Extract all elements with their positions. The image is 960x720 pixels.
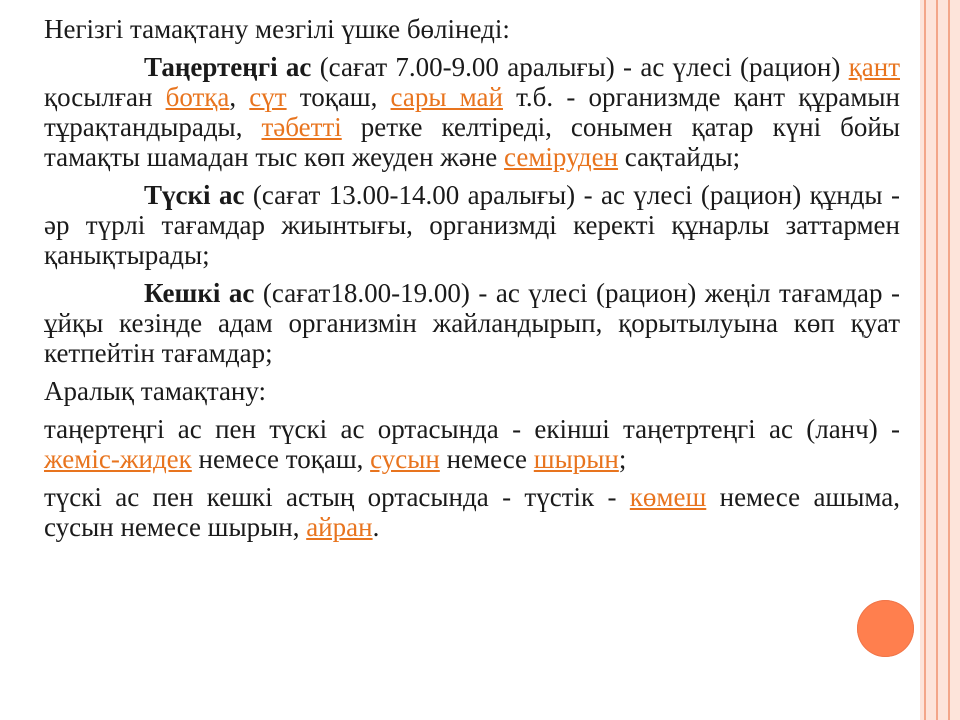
text: қосылған bbox=[44, 82, 166, 112]
link-juice[interactable]: шырын bbox=[533, 444, 619, 474]
link-porridge[interactable]: ботқа bbox=[165, 82, 230, 112]
text: , bbox=[229, 82, 250, 112]
lunch-title: Түскі ас bbox=[144, 180, 245, 210]
link-ayran[interactable]: айран bbox=[306, 512, 373, 542]
text: түскі ас пен кешкі астың ортасында - түстік - bbox=[44, 482, 630, 512]
text: . bbox=[372, 512, 380, 542]
slide-body bbox=[44, 14, 900, 550]
text: (сағат 7.00-9.00 аралығы) - ас үлесі (рацион) bbox=[311, 52, 849, 82]
breakfast-title: Таңертеңгі ас bbox=[144, 52, 312, 82]
dinner-title: Кешкі ас bbox=[144, 278, 255, 308]
decorative-circle-icon bbox=[857, 600, 914, 657]
text: (сағат18.00-19.00) - ас үлесі (рацион) жеңіл тағамдар - ұйқы кезінде адам организмін жайландырып, қорытылуына көп қуат кетпейтін тағамдар; bbox=[44, 278, 900, 368]
text: ретке келтіреді, сонымен қатар күні бойы тамақты шамадан тыс көп жеуден және bbox=[44, 112, 901, 172]
breakfast-paragraph bbox=[44, 52, 900, 172]
decorative-stripes bbox=[920, 0, 960, 720]
snack1-paragraph bbox=[44, 414, 900, 474]
link-sugar[interactable]: қант bbox=[848, 52, 900, 82]
text: ; bbox=[618, 444, 627, 474]
text: немесе тоқаш, bbox=[191, 444, 371, 474]
text: таңертеңгі ас пен түскі ас ортасында - екінші таңетртеңгі ас (ланч) - bbox=[44, 414, 900, 444]
link-fruit[interactable]: жеміс-жидек bbox=[44, 444, 192, 474]
link-drink[interactable]: сусын bbox=[370, 444, 440, 474]
stripe-line bbox=[948, 0, 950, 720]
dinner-paragraph bbox=[44, 278, 900, 368]
snack2-paragraph bbox=[44, 482, 900, 542]
snack-heading: Аралық тамақтану: bbox=[44, 376, 267, 406]
link-appetite[interactable]: тәбетті bbox=[261, 112, 342, 142]
lunch-paragraph bbox=[44, 180, 900, 270]
stripe-line bbox=[936, 0, 938, 720]
link-obesity[interactable]: семіруден bbox=[504, 142, 619, 172]
link-milk[interactable]: сүт bbox=[249, 82, 287, 112]
text: тоқаш, bbox=[286, 82, 391, 112]
link-komesh[interactable]: көмеш bbox=[629, 482, 707, 512]
link-butter[interactable]: сары май bbox=[390, 82, 503, 112]
meals-heading: Негізгі тамақтану мезгілі үшке бөлінеді: bbox=[44, 14, 510, 44]
text: (сағат 13.00-14.00 аралығы) - ас үлесі (рацион) құнды - әр түрлі тағамдар жиынтығы, организмді керекті құнарлы заттармен қанықтырады; bbox=[44, 180, 900, 270]
text: немесе ашыма, сусын немесе шырын, bbox=[44, 482, 900, 542]
stripe-line bbox=[924, 0, 926, 720]
text: т.б. - организмде қант құрамын тұрақтандырады, bbox=[44, 82, 901, 142]
text: сақтайды; bbox=[618, 142, 741, 172]
text: немесе bbox=[439, 444, 534, 474]
